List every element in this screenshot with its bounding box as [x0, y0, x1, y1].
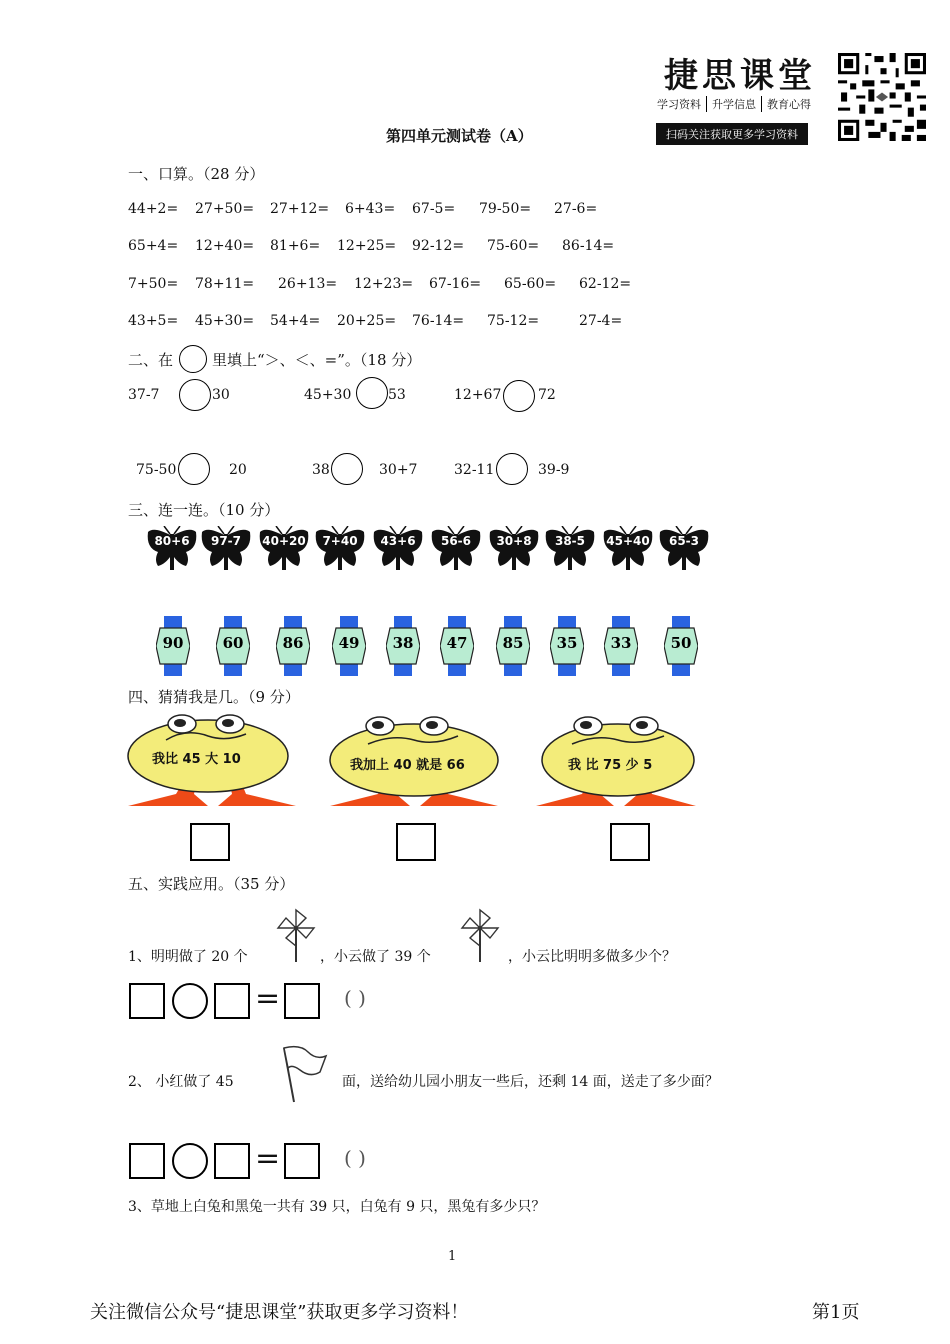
calc-item: 79-50=	[479, 201, 532, 217]
calc-item: 75-12=	[487, 313, 540, 329]
frog-label: 我加上 40 就是 66	[350, 758, 465, 773]
butterfly-card[interactable]	[314, 526, 366, 572]
section-4-heading: 四、猜猜我是几。（9 分）	[128, 688, 300, 706]
calc-item: 26+13=	[278, 276, 338, 292]
butterfly-card[interactable]	[488, 526, 540, 572]
butterfly-icon	[258, 526, 310, 572]
compare-circle[interactable]	[356, 377, 388, 409]
number-tag[interactable]	[276, 614, 310, 678]
tag-label: 50	[670, 634, 692, 652]
calc-row	[0, 201, 950, 221]
compare-circle-sample	[179, 345, 207, 373]
compare-left: 32-11	[454, 462, 495, 478]
calc-item: 81+6=	[270, 238, 321, 254]
equation-box[interactable]	[214, 983, 250, 1019]
section-5-heading: 五、实践应用。（35 分）	[128, 875, 295, 893]
butterfly-card[interactable]	[544, 526, 596, 572]
compare-right: 72	[538, 387, 556, 403]
butterfly-card[interactable]	[430, 526, 482, 572]
tag-label: 38	[392, 634, 414, 652]
butterfly-label: 65-3	[668, 534, 700, 548]
butterfly-icon	[200, 526, 252, 572]
butterfly-label: 80+6	[154, 534, 190, 548]
calc-row	[0, 276, 950, 296]
tag-label: 47	[446, 634, 468, 652]
butterfly-icon	[658, 526, 710, 572]
footer-page: 第1页	[812, 1302, 860, 1323]
compare-right: 39-9	[538, 462, 570, 478]
butterfly-icon	[602, 526, 654, 572]
calc-item: 27-4=	[579, 313, 623, 329]
calc-item: 7+50=	[128, 276, 179, 292]
compare-right: 53	[388, 387, 406, 403]
tag-label: 49	[338, 634, 360, 652]
butterfly-card[interactable]	[258, 526, 310, 572]
answer-box[interactable]	[190, 823, 230, 861]
butterfly-label: 30+8	[496, 534, 532, 548]
butterfly-card[interactable]	[658, 526, 710, 572]
calc-item: 27+50=	[195, 201, 255, 217]
calc-item: 6+43=	[345, 201, 396, 217]
number-tag[interactable]	[440, 614, 474, 678]
number-tag[interactable]	[332, 614, 366, 678]
compare-right: 20	[229, 462, 247, 478]
calc-item: 12+25=	[337, 238, 397, 254]
operator-circle[interactable]	[172, 1143, 208, 1179]
question-2-text-b: 面，送给幼儿园小朋友一些后，还剩 14 面，送走了多少面？	[342, 1074, 719, 1090]
butterfly-card[interactable]	[372, 526, 424, 572]
tag-label: 86	[282, 634, 304, 652]
butterfly-card[interactable]	[146, 526, 198, 572]
frog-card	[526, 710, 698, 810]
calc-row	[0, 238, 950, 258]
question-1-text-c: ，小云比明明多做多少个？	[508, 949, 676, 965]
butterfly-icon	[430, 526, 482, 572]
butterfly-label: 7+40	[322, 534, 358, 548]
number-tag[interactable]	[664, 614, 698, 678]
compare-left: 75-50	[136, 462, 177, 478]
question-1-text-a: 1、明明做了 20 个	[128, 949, 248, 965]
answer-box[interactable]	[396, 823, 436, 861]
butterfly-label: 97-7	[210, 534, 242, 548]
pinwheel-icon	[458, 906, 500, 964]
calc-item: 12+23=	[354, 276, 414, 292]
flag-icon	[270, 1042, 330, 1104]
calc-item: 44+2=	[128, 201, 179, 217]
brand-tags	[652, 96, 816, 112]
butterfly-icon	[544, 526, 596, 572]
frog-card	[126, 710, 298, 810]
brand-tag: 教育心得	[767, 98, 811, 111]
calc-item: 45+30=	[195, 313, 255, 329]
butterfly-icon	[372, 526, 424, 572]
butterfly-card[interactable]	[602, 526, 654, 572]
compare-left: 12+67	[454, 387, 502, 403]
calc-item: 12+40=	[195, 238, 255, 254]
calc-item: 43+5=	[128, 313, 179, 329]
calc-row	[0, 313, 950, 333]
calc-item: 67-16=	[429, 276, 482, 292]
calc-item: 75-60=	[487, 238, 540, 254]
unit-parens[interactable]: ( )	[344, 986, 366, 1010]
number-tag[interactable]	[156, 614, 190, 678]
tag-label: 60	[222, 634, 244, 652]
number-tag[interactable]	[386, 614, 420, 678]
compare-right: 30	[212, 387, 230, 403]
number-tag[interactable]	[496, 614, 530, 678]
compare-circle[interactable]	[331, 453, 363, 485]
butterfly-icon	[146, 526, 198, 572]
butterfly-label: 56-6	[440, 534, 472, 548]
calc-item: 78+11=	[195, 276, 255, 292]
equation-box[interactable]	[284, 983, 320, 1019]
compare-left: 37-7	[128, 387, 160, 403]
operator-circle[interactable]	[172, 983, 208, 1019]
calc-item: 92-12=	[412, 238, 465, 254]
equation-box[interactable]	[129, 983, 165, 1019]
footer-text: 关注微信公众号“捷思课堂”获取更多学习资料！	[90, 1302, 469, 1323]
page-title: 第四单元测试卷（A）	[386, 127, 533, 145]
section-3-heading: 三、连一连。（10 分）	[128, 501, 280, 519]
butterfly-label: 40+20	[262, 534, 306, 548]
compare-left: 45+30	[304, 387, 352, 403]
compare-circle[interactable]	[503, 380, 535, 412]
frog-label: 我比 45 大 10	[152, 752, 241, 767]
butterfly-label: 38-5	[554, 534, 586, 548]
unit-parens[interactable]: ( )	[344, 1146, 366, 1170]
pinwheel-icon	[274, 906, 316, 964]
brand-title: 捷思课堂	[664, 56, 816, 96]
equation-box[interactable]	[284, 1143, 320, 1179]
section-1-heading: 一、口算。（28 分）	[128, 165, 265, 183]
butterfly-card[interactable]	[200, 526, 252, 572]
section-2-heading-pre: 二、在	[128, 351, 174, 369]
brand-tag: 升学信息	[707, 96, 762, 112]
answer-box[interactable]	[610, 823, 650, 861]
compare-circle[interactable]	[178, 453, 210, 485]
butterfly-icon	[314, 526, 366, 572]
number-tag[interactable]	[550, 614, 584, 678]
calc-item: 27+12=	[270, 201, 330, 217]
tag-label: 35	[556, 634, 578, 652]
number-tag[interactable]	[216, 614, 250, 678]
brand-bar: 扫码关注获取更多学习资料	[656, 123, 808, 145]
equation-box[interactable]	[214, 1143, 250, 1179]
tag-label: 85	[502, 634, 524, 652]
calc-item: 27-6=	[554, 201, 598, 217]
calc-item: 54+4=	[270, 313, 321, 329]
equals-sign: =	[255, 981, 281, 1016]
calc-item: 62-12=	[579, 276, 632, 292]
frog-card	[328, 710, 500, 810]
question-1-text-b: ，小云做了 39 个	[320, 949, 431, 965]
compare-right: 30+7	[379, 462, 418, 478]
section-2-heading-post: 里填上“＞、＜、=”。（18 分）	[212, 351, 422, 369]
calc-item: 67-5=	[412, 201, 456, 217]
calc-item: 86-14=	[562, 238, 615, 254]
butterfly-icon	[488, 526, 540, 572]
calc-item: 65-60=	[504, 276, 557, 292]
calc-item: 76-14=	[412, 313, 465, 329]
number-tag[interactable]	[604, 614, 638, 678]
page-number: 1	[448, 1249, 457, 1264]
question-3-text: 3、草地上白兔和黑兔一共有 39 只，白兔有 9 只，黑兔有多少只？	[128, 1199, 546, 1215]
tag-label: 90	[162, 634, 184, 652]
equals-sign: =	[255, 1141, 281, 1176]
tag-label: 33	[610, 634, 632, 652]
qr-code-icon[interactable]	[838, 52, 926, 142]
frog-label: 我 比 75 少 5	[568, 758, 653, 773]
equation-box[interactable]	[129, 1143, 165, 1179]
compare-circle[interactable]	[496, 453, 528, 485]
brand-tag: 学习资料	[652, 96, 707, 112]
butterfly-label: 45+40	[606, 534, 650, 548]
butterfly-label: 43+6	[380, 534, 416, 548]
calc-item: 65+4=	[128, 238, 179, 254]
compare-circle[interactable]	[179, 379, 211, 411]
question-2-text-a: 2、 小红做了 45	[128, 1074, 234, 1090]
compare-left: 38	[312, 462, 330, 478]
calc-item: 20+25=	[337, 313, 397, 329]
